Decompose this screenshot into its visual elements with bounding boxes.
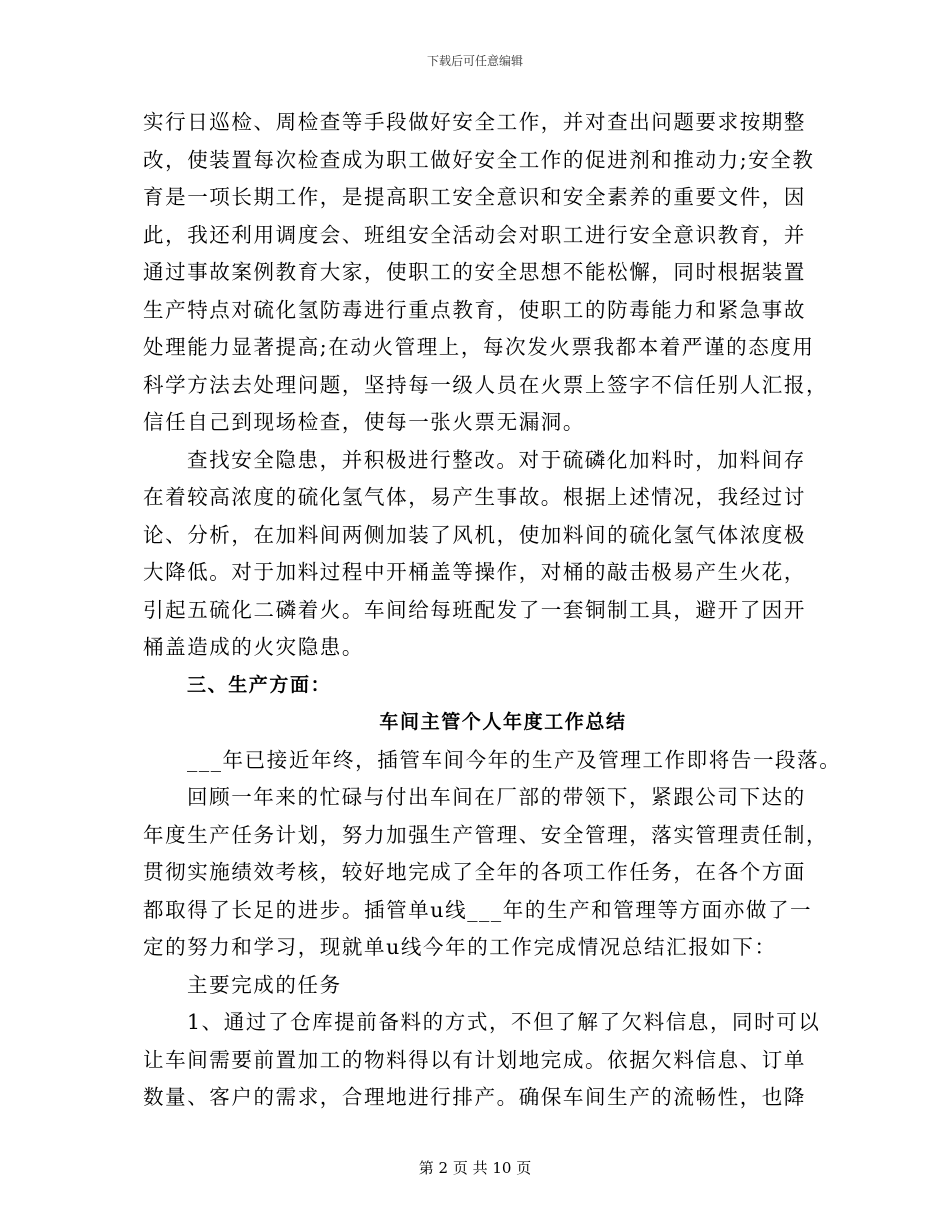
body-line: 贯彻实施绩效考核，较好地完成了全年的各项工作任务，在各个方面 (143, 860, 806, 884)
body-line: 数量、客户的需求，合理地进行排产。确保车间生产的流畅性，也降 (143, 1085, 806, 1109)
body-line: 大降低。对于加料过程中开桶盖等操作，对桶的敲击极易产生火花， (143, 560, 806, 584)
subheading: 主要完成的任务 (187, 972, 342, 997)
body-line: 1、通过了仓库提前备料的方式，不但了解了欠料信息，同时可以 (187, 1010, 821, 1034)
body-line: 论、分析，在加料间两侧加装了风机，使加料间的硫化氢气体浓度极 (143, 522, 806, 547)
document-title: 车间主管个人年度工作总结 (379, 711, 627, 733)
body-line: 让车间需要前置加工的物料得以有计划地完成。依据欠料信息、订单 (143, 1047, 806, 1072)
document-body (143, 104, 842, 1117)
body-line: 生产特点对硫化氢防毒进行重点教育，使职工的防毒能力和紧急事故 (143, 297, 806, 322)
body-line: 回顾一年来的忙碌与付出车间在厂部的带领下，紧跟公司下达的 (187, 785, 806, 809)
body-line: 桶盖造成的火灾隐患。 (143, 635, 364, 659)
body-line: 此，我还利用调度会、班组安全活动会对职工进行安全意识教育，并 (143, 222, 806, 247)
body-line: 通过事故案例教育大家，使职工的安全思想不能松懈，同时根据装置 (143, 260, 806, 284)
body-line: 实行日巡检、周检查等手段做好安全工作，并对查出问题要求按期整 (143, 110, 806, 134)
page-number: 第 2 页 共 10 页 (418, 1159, 532, 1177)
body-line: 引起五硫化二磷着火。车间给每班配发了一套铜制工具，避开了因开 (143, 597, 806, 622)
body-line: 育是一项长期工作，是提高职工安全意识和安全素养的重要文件，因 (143, 185, 806, 209)
body-line: 处理能力显著提高;在动火管理上，每次发火票我都本着严谨的态度用 (143, 335, 815, 359)
body-line: 年度生产任务计划，努力加强生产管理、安全管理，落实管理责任制， (143, 822, 829, 847)
body-line: 定的努力和学习，现就单u线今年的工作完成情况总结汇报如下： (143, 935, 777, 959)
page-header-note: 下载后可任意编辑 (426, 54, 523, 68)
body-line: 改，使装置每次检查成为职工做好安全工作的促进剂和推动力;安全教 (143, 147, 815, 172)
body-line: 都取得了长足的进步。插管单u线___年的生产和管理等方面亦做了一 (143, 897, 813, 922)
body-line: 在着较高浓度的硫化氢气体，易产生事故。根据上述情况，我经过讨 (143, 485, 806, 509)
body-line: 信任自己到现场检查，使每一张火票无漏洞。 (143, 410, 585, 434)
body-line: 查找安全隐患，并积极进行整改。对于硫磷化加料时，加料间存 (187, 447, 806, 472)
body-line: ___年已接近年终，插管车间今年的生产及管理工作即将告一段落。 (187, 747, 842, 772)
body-line: 科学方法去处理问题，坚持每一级人员在火票上签字不信任别人汇报， (143, 372, 829, 397)
section-heading: 三、生产方面： (187, 673, 332, 696)
